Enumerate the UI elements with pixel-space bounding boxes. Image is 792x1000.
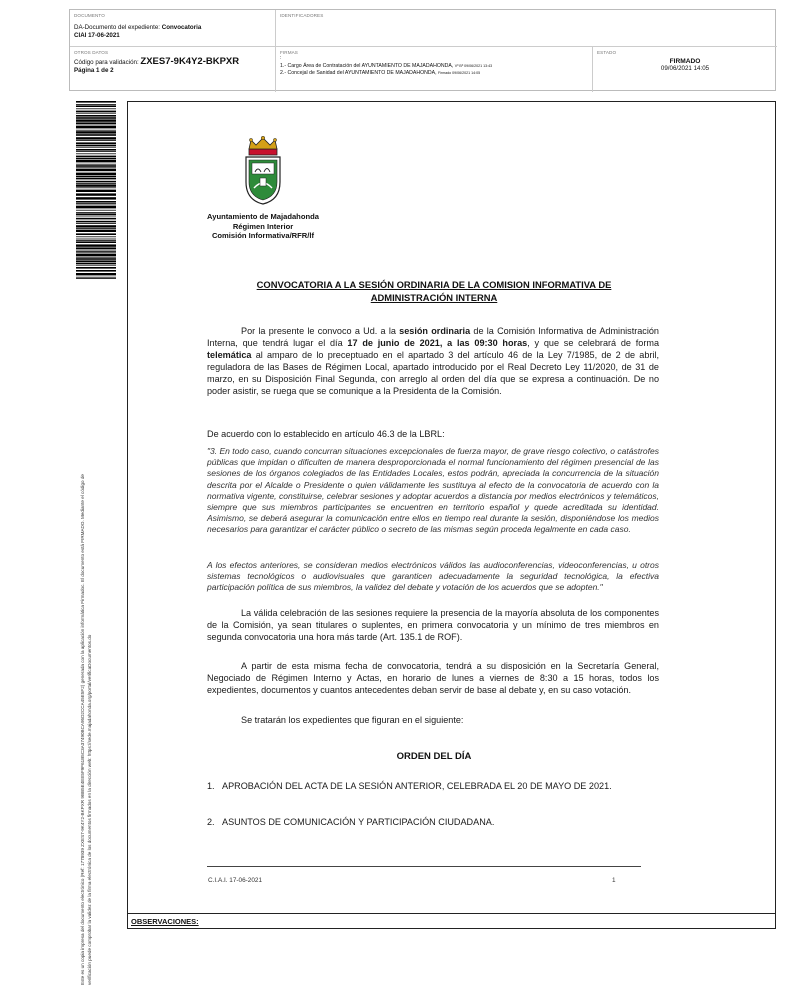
estado-caption: ESTADO [597, 50, 617, 55]
barcode-graphic [76, 101, 116, 279]
p1-session-type: sesión ordinaria [399, 326, 471, 336]
margin-note-line-1: Este es un copia impresa del documento electrónico (Ref: 1778939 ZXES7-9K4Y2-BKPXR 9BB5E4EE5F9F61B5C3A37490BCA95D2CCA45E5F2) generada con la aplicación informática Firmadoc. El documento está FIRMADO. Mediante el código de [80, 474, 85, 985]
signer-2-stamp: Firmado 09/06/2021 14:05 [438, 71, 481, 75]
p1-text-g: al amparo de lo preceptuado en el apartado 3 del artículo 46 de la Ley 7/1985, de 2 de abril, reguladora de las Bases de Régimen Local, apartado introducido por el Real Decreto Ley 11/2020, de 31 de marzo, en su Disposición Final Segunda, con arreglo al orden del día que se expresa a continuación. De no poder asistir, se ruega que se comunique a la Presidenta de la Comisión. [207, 350, 659, 396]
paragraph-quorum: La válida celebración de las sesiones requiere la presencia de la mayoría absoluta de los componentes de la Comisión, ya sean titulares o suplentes, en primera convocatoria y un mínimo de tres miembros en segunda convocatoria una hora más tarde (Art. 135.1 de ROF). [207, 608, 659, 642]
observaciones-bar [127, 913, 776, 929]
status-badge: FIRMADO [669, 58, 701, 65]
footer-page-number: 1 [612, 877, 616, 884]
documento-cell [70, 10, 276, 47]
validation-code-label: Código para validación: [74, 59, 139, 66]
observaciones-label: OBSERVACIONES: [131, 917, 199, 926]
agenda-item [207, 780, 659, 792]
org-name: Ayuntamiento de Majadahonda [207, 212, 319, 221]
paragraph-agenda-intro: Se tratarán los expedientes que figuran en el siguiente: [241, 715, 464, 725]
signer-2-text: 2.- Concejal de Sanidad del AYUNTAMIENTO DE MAJADAHONDA, [280, 70, 437, 76]
agenda-title: ORDEN DEL DÍA [396, 751, 472, 762]
p1-text-a: Por la presente le convoco a Ud. a la [241, 326, 400, 336]
margin-verification-note [80, 305, 93, 985]
otros-datos-cell [70, 47, 276, 92]
agenda-item-text: ASUNTOS DE COMUNICACIÓN Y PARTICIPACIÓN CIUDADANA. [222, 817, 495, 827]
agenda-item-number: 2. [207, 817, 215, 827]
quote-paragraph-1: "3. En todo caso, cuando concurran situaciones excepcionales de fuerza mayor, de grave riesgo colectivo, o catástrofes públicas que impidan o dificulten de manera desproporcionada el normal funcionamiento del régimen presencial de las sesiones de los órganos colegiados de las Entidades Locales, estos podrán, apreciada la concurrencia de la situación descrita por el Alcalde o Presidente o quien válidamente les sustituya al efecto de la convocatoria de acuerdo con la normativa vigente, constituirse, celebrar sesiones y adoptar acuerdos a distancia por medios electrónicos y telemáticos, siempre que sus miembros participantes se encuentren en territorio español y quede acreditada su identidad. Asimismo, se deberá asegurar la comunicación entre ellos en tiempo real durante la sesión, disponiéndose los medios necesarios para garantizar el carácter público o secreto de las mismas según proceda legalmente en cada caso. [207, 446, 659, 535]
documento-label: DA-Documento del expediente: [74, 24, 160, 31]
paragraph-lbrl-intro: De acuerdo con lo establecido en artículo 46.3 de la LBRL: [207, 429, 445, 439]
paragraph-convocation [207, 325, 659, 397]
margin-note-line-2: verificación puede comprobar la validez de la firma electrónica de los documentos firmados en la dirección web: https://sede.majadahonda.org/portal/verificaDocumentos.do [86, 634, 92, 985]
firmas-cell [276, 47, 593, 92]
otros-caption: OTROS DATOS [74, 50, 109, 55]
footer-reference: C.I.A.I. 17-06-2021 [208, 877, 262, 884]
p1-format: telemática [207, 350, 252, 360]
organization-block [193, 212, 333, 241]
page-indicator: Página 1 de 2 [74, 67, 114, 74]
signer-1 [280, 63, 588, 71]
municipal-crest-icon [240, 136, 286, 206]
footer-divider [207, 866, 641, 867]
p1-date-time: 17 de junio de 2021, a las 09:30 horas [347, 338, 528, 348]
validation-code[interactable]: ZXES7-9K4Y2-BKPXR [140, 56, 240, 67]
quote-paragraph-2: A los efectos anteriores, se consideran medios electrónicos válidos las audioconferencias, videoconferencias, u otros sistemas tecnológicos o audiovisuales que garanticen adecuadamente la seguridad tecnológica, la efectiva participación política de sus miembros, la validez del debate y votación de los acuerdos que se adopten." [207, 560, 659, 593]
agenda-item-text: APROBACIÓN DEL ACTA DE LA SESIÓN ANTERIOR, CELEBRADA EL 20 DE MAYO DE 2021. [222, 781, 612, 791]
title-line-1: CONVOCATORIA A LA SESIÓN ORDINARIA DE LA COMISION INFORMATIVA DE [256, 279, 612, 290]
paragraph-availability: A partir de esta misma fecha de convocatoria, tendrá a su disposición en la Secretaría General, Negociado de Régimen Interno y Actas, en horario de lunes a viernes de 8:30 a 15 horas, todos los expedientes, documentos y cuantos antecedentes deban servir de base al debate y, en su caso votación. [207, 661, 659, 695]
org-department: Régimen Interior [232, 221, 294, 231]
identificadores-caption: IDENTIFICADORES [280, 13, 324, 18]
title-line-2: ADMINISTRACIÓN INTERNA [370, 291, 498, 303]
status-date: 09/06/2021 14:05 [660, 65, 710, 72]
document-header [69, 9, 776, 91]
identificadores-cell [276, 10, 777, 47]
documento-value: Convocatoria [161, 24, 202, 31]
signer-1-text: 1.- Cargo Área de Contratación del AYUNTAMIENTO DE MAJADAHONDA, [280, 62, 454, 69]
p1-text-c: de la Comisión Informativa de Administración Interna, que tendrá lugar el día [207, 326, 659, 348]
document-title [206, 279, 662, 304]
agenda-item [207, 816, 659, 828]
signer-2 [280, 70, 588, 78]
org-reference: Comisión Informativa/RFR/lf [211, 231, 315, 240]
documento-ref: CIAI 17-06-2021 [74, 32, 120, 39]
documento-caption: DOCUMENTO [74, 13, 105, 18]
estado-cell [593, 47, 777, 92]
signer-1-stamp: Vº Bº 09/06/2021 13:43 [454, 63, 493, 68]
firmas-colon: : [280, 55, 282, 61]
firmas-caption: FIRMAS [280, 50, 298, 55]
p1-text-e: , y que se celebrará de forma [527, 338, 660, 348]
agenda-item-number: 1. [207, 781, 215, 791]
barcode [76, 101, 116, 279]
